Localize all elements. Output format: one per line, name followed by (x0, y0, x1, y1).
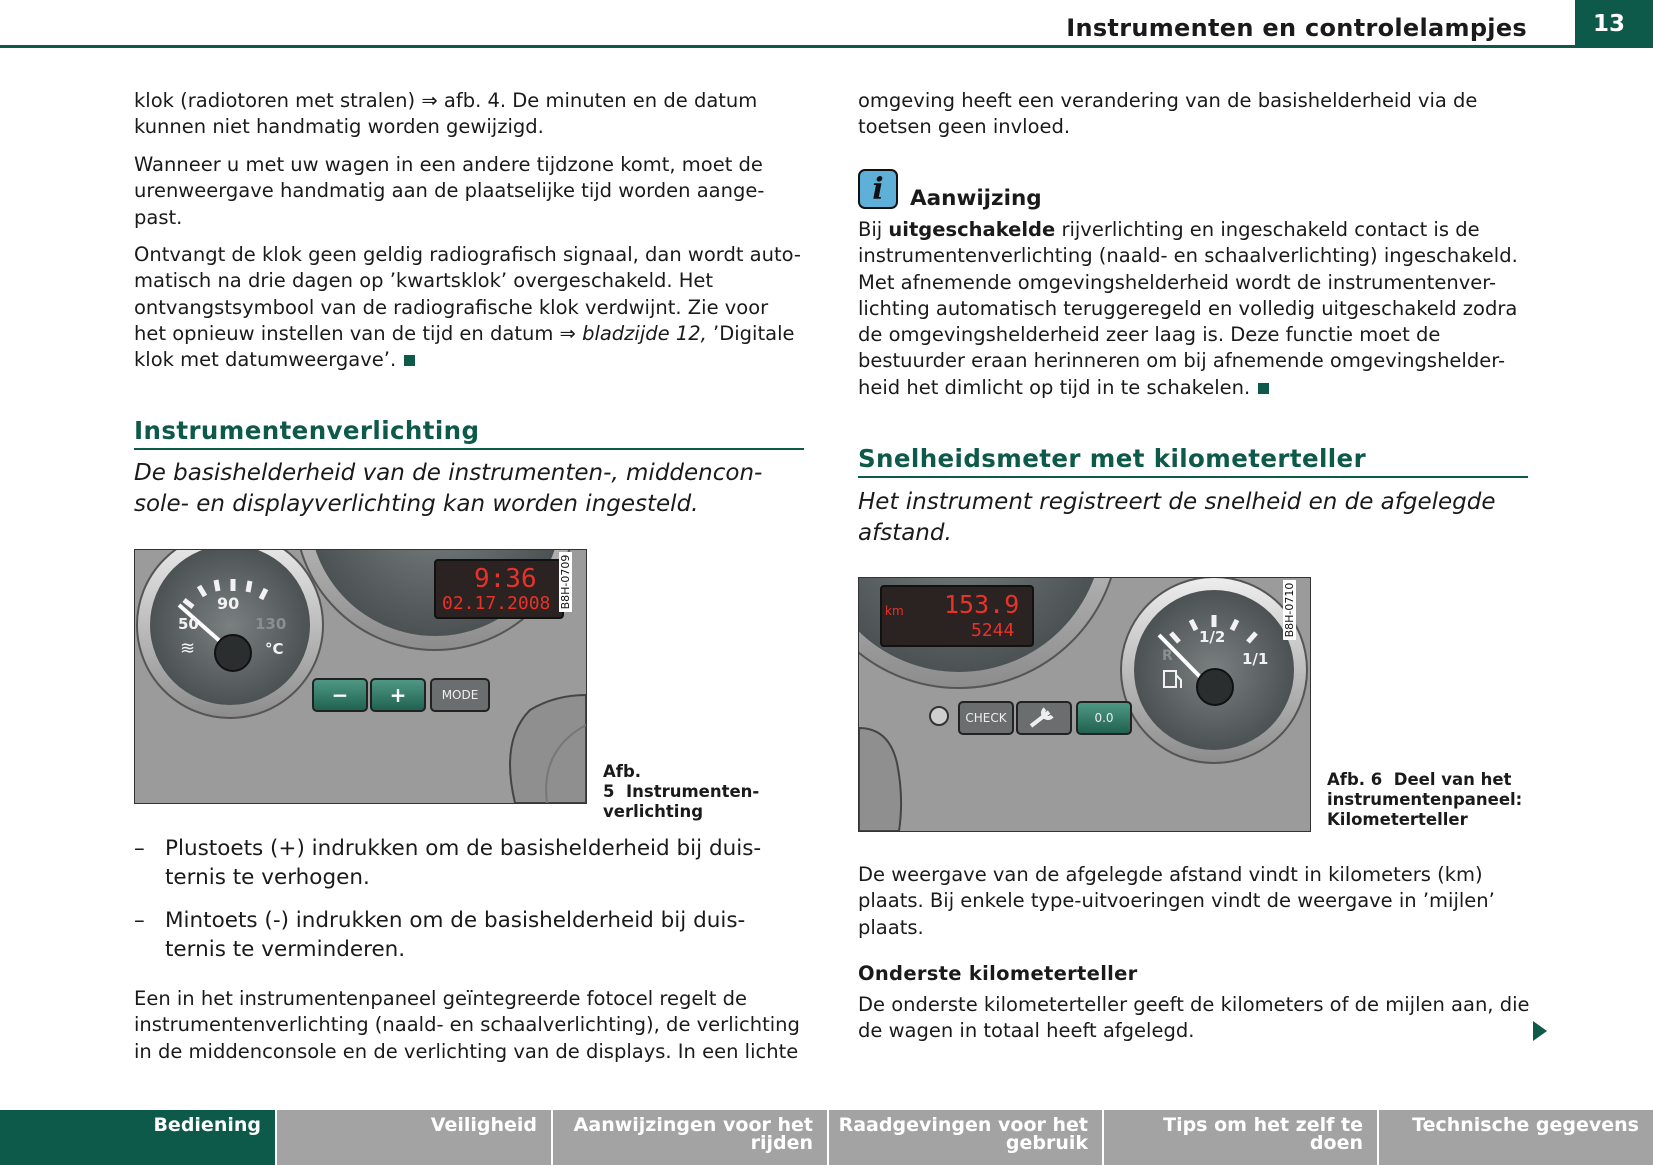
end-marker (1258, 383, 1269, 394)
gauge-label-50: 50 (178, 615, 199, 633)
right-paragraph-3: De onderste kilometerteller geeft de kilometers of de mijlen aan, die de wagen in totaal heeft afgelegd. (858, 993, 1530, 1043)
chapter-navigation (0, 1110, 1653, 1165)
gauge-unit: °C (265, 640, 284, 658)
bullet-dash: – (134, 908, 145, 933)
figure-5-instrument-panel (134, 549, 587, 804)
left-paragraph-3: Ontvangt de klok geen geldig radiografisch signaal, dan wordt auto- matisch na drie dagen op ’kwartsklok’ overgeschakeld. Het ontvangstsymbool van de radiografische klok verdwijnt. Zie voor het opnieuw instellen van de tijd en datum ⇒ bladzijde 12, ’Digitale klok met datumweergave’. (134, 243, 801, 372)
fuel-label-full: 1/1 (1242, 650, 1269, 668)
fuel-label-half: 1/2 (1199, 628, 1226, 646)
bullet-plus: – Plustoets (+) indrukken om de basishelderheid bij duis- ternis te verhogen. (134, 836, 762, 890)
nav-tab-aanwijzingen-rijden[interactable]: Aanwijzingen voor het rijden (553, 1110, 829, 1165)
clock-date-display: 02.17.2008 (442, 593, 551, 614)
plus-button[interactable]: + (389, 683, 407, 707)
right-paragraph-1: omgeving heeft een verandering van de basishelderheid via de toetsen geen invloed. (858, 89, 1478, 139)
section-rule (134, 448, 804, 450)
figure-5-caption: Afb. 5 Instrumenten- verlichting (603, 762, 760, 821)
section-title-instrumentenverlichting: Instrumentenverlichting (134, 416, 480, 445)
trip-display: 153.9 (944, 590, 1020, 619)
nav-tab-bediening[interactable]: Bediening (0, 1110, 277, 1165)
check-button[interactable]: CHECK (965, 711, 1007, 725)
section-lead-right: Het instrument registreert de snelheid en de afgelegde afstand. (858, 489, 1496, 546)
odometer-display: 5244 (971, 620, 1015, 641)
page-reference[interactable]: bladzijde 12, (582, 321, 707, 345)
nav-tab-veiligheid[interactable]: Veiligheid (277, 1110, 553, 1165)
bullet-dash: – (134, 836, 145, 861)
figure-6-caption: Afb. 6 Deel van het instrumentenpaneel: Kilometerteller (1327, 770, 1523, 829)
section-lead-left: De basishelderheid van de instrumenten-, middencon- sole- en displayverlichting kan worden ingesteld. (134, 460, 763, 517)
gauge-label-130: 130 (255, 615, 287, 633)
running-header-title: Instrumenten en controlelampjes (1066, 14, 1527, 42)
info-icon: i (858, 169, 898, 209)
coolant-icon: ≋ (180, 638, 196, 659)
figure-code: B8H-0710 (1283, 580, 1296, 640)
mode-button[interactable]: MODE (441, 688, 479, 702)
note-text: Bij uitgeschakelde rijverlichting en ingeschakeld contact is de instrumentenverlichting (naald- en schaalverlichting) ingeschakeld. Met afnemende omgevingshelderheid wordt de instrumentenver- lichting automatisch teruggeregeld en volledig uitgeschakeld zodra de omgevingshelderheid zeer laag is. Deze functie moet de bestuurder eraan herinneren om bij afnemende omgevingshelder- heid het dimlicht op tijd in te schakelen. (858, 218, 1518, 399)
section-rule (858, 476, 1528, 478)
continue-arrow-icon[interactable] (1533, 1021, 1547, 1041)
left-paragraph-1: klok (radiotoren met stralen) ⇒ afb. 4. De minuten en de datum kunnen niet handmatig worden gewijzigd. (134, 89, 758, 139)
gauge-label-90: 90 (217, 594, 240, 613)
left-paragraph-2: Wanneer u met uw wagen in een andere tijdzone komt, moet de urenweergave handmatig aan de plaatselijke tijd worden aange- past. (134, 153, 765, 229)
clock-time-display: 9:36 (474, 564, 537, 594)
page-number: 13 (1575, 0, 1653, 48)
nav-tab-technische-gegevens[interactable]: Technische gegevens (1379, 1110, 1653, 1165)
odometer-unit: km (885, 604, 904, 618)
fuel-label-reserve: R (1162, 648, 1173, 664)
nav-tab-raadgevingen-gebruik[interactable]: Raadgevingen voor het gebruik (829, 1110, 1104, 1165)
header-rule (0, 45, 1575, 48)
nav-tab-tips[interactable]: Tips om het zelf te doen (1104, 1110, 1379, 1165)
section-title-snelheidsmeter: Snelheidsmeter met kilometerteller (858, 444, 1367, 473)
figure-code: B8H-0709 (559, 552, 572, 612)
note-title: Aanwijzing (910, 186, 1042, 211)
bullet-minus: – Mintoets (-) indrukken om de basishelderheid bij duis- ternis te verminderen. (134, 908, 746, 962)
reset-button[interactable]: 0.0 (1094, 711, 1114, 725)
left-paragraph-4: Een in het instrumentenpaneel geïntegreerde fotocel regelt de instrumentenverlichting (naald- en schaalverlichting), de verlichting in de middenconsole en de verlichting van de displays. In een lichte (134, 987, 800, 1063)
end-marker (404, 355, 415, 366)
right-paragraph-2: De weergave van de afgelegde afstand vindt in kilometers (km) plaats. Bij enkele type-uitvoeringen vindt de weergave in ’mijlen’ plaats. (858, 863, 1495, 939)
minus-button[interactable]: − (331, 683, 349, 707)
figure-6-odometer-panel (858, 577, 1311, 832)
subheading-onderste-kilometerteller: Onderste kilometerteller (858, 962, 1138, 985)
wrench-icon[interactable] (1017, 702, 1071, 734)
